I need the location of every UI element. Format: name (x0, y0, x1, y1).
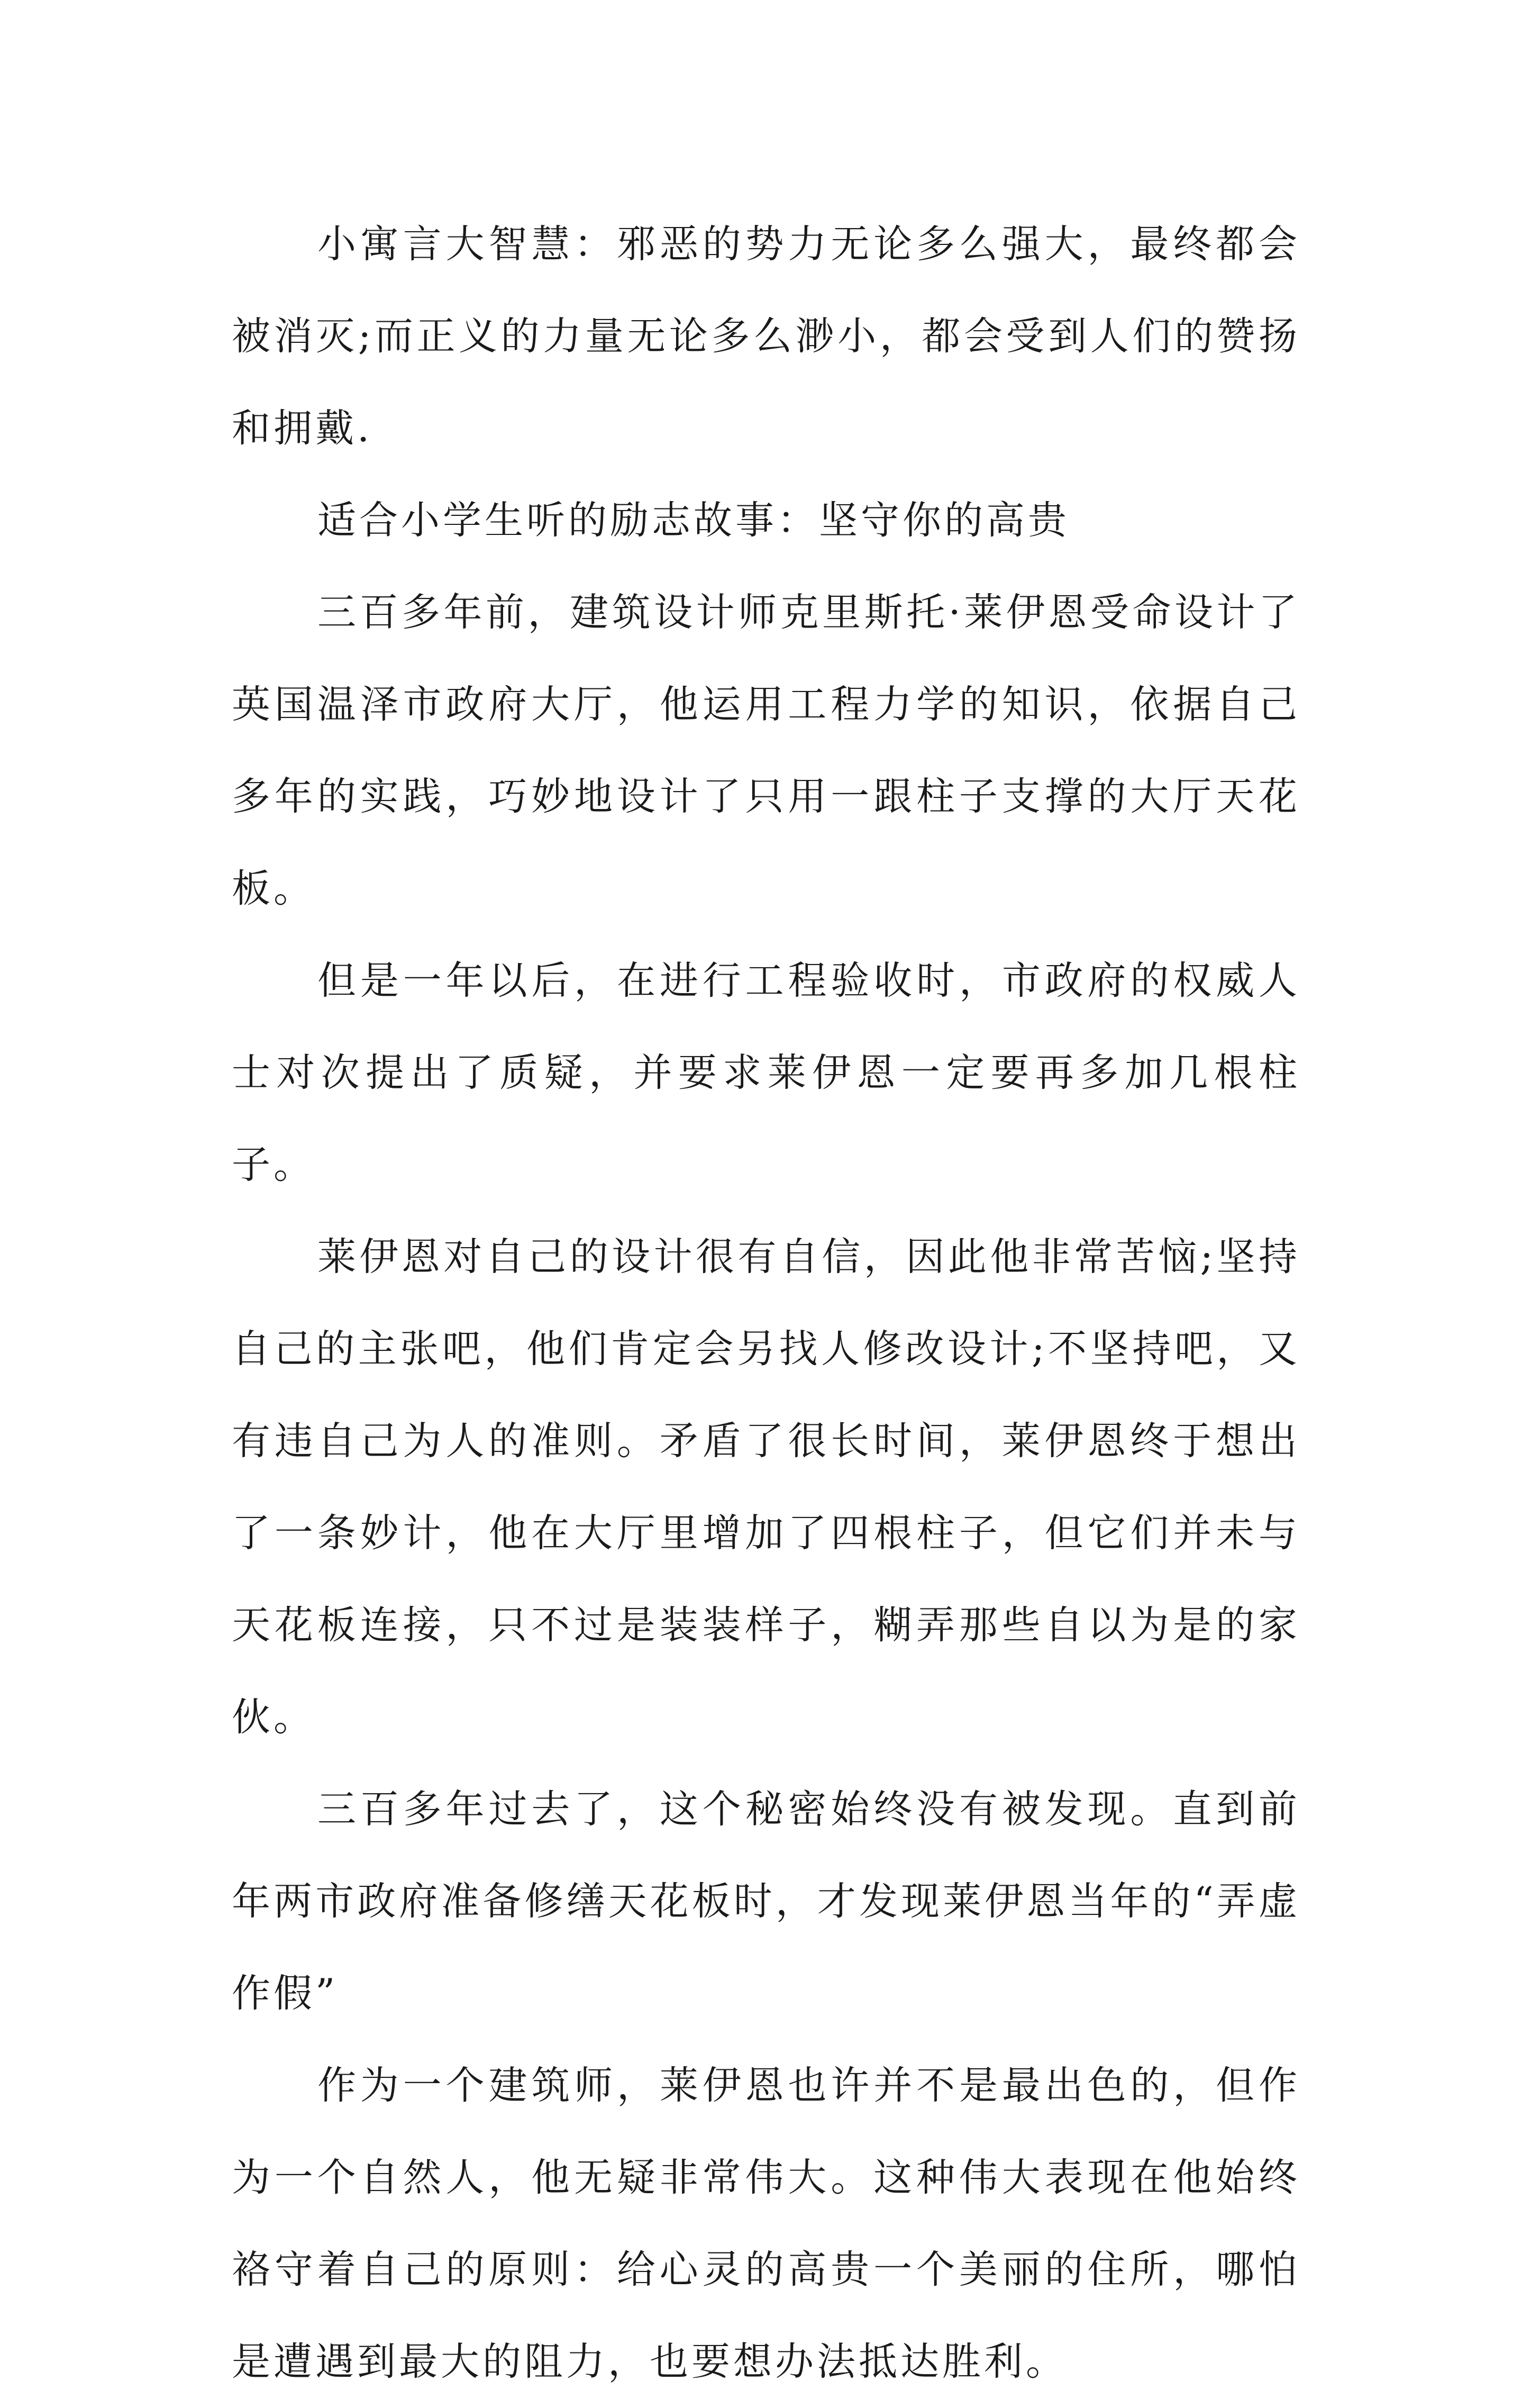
paragraph-conclusion: 作为一个建筑师，莱伊恩也许并不是最出色的，但作为一个自然人，他无疑非常伟大。这种伟大表现在他始终袼守着自己的原则：给心灵的高贵一个美丽的住所，哪怕是遭遇到最大的阻力，也要想办法抵达胜利。 (232, 2063, 1300, 2384)
story-title: 适合小学生听的励志故事：坚守你的高贵 (317, 498, 1070, 543)
paragraph-discovery: 三百多年过去了，这个秘密始终没有被发现。直到前年两市政府准备修缮天花板时，才发现莱伊恩当年的“弄虚作假” (232, 1787, 1300, 2016)
document-body (232, 198, 1300, 2408)
paragraph-inspection: 但是一年以后，在进行工程验收时，市政府的权威人士对次提出了质疑，并要求莱伊恩一定要再多加几根柱子。 (232, 958, 1300, 1187)
paragraph-moral: 小寓言大智慧：邪恶的势力无论多么强大，最终都会被消灭;而正义的力量无论多么渺小，都会受到人们的赞扬和拥戴. (232, 222, 1300, 451)
paragraph-dilemma: 莱伊恩对自己的设计很有自信，因此他非常苦恼;坚持自己的主张吧，他们肯定会另找人修改设计;不坚持吧，又有违自己为人的准则。矛盾了很长时间，莱伊恩终于想出了一条妙计，他在大厅里增加了四根柱子，但它们并未与天花板连接，只不过是装装样子，糊弄那些自以为是的家伙。 (232, 1234, 1300, 1740)
paragraph-story-intro: 三百多年前，建筑设计师克里斯托·莱伊恩受命设计了英国温泽市政府大厅，他运用工程力学的知识，依据自己多年的实践，巧妙地设计了只用一跟柱子支撑的大厅天花板。 (232, 590, 1300, 911)
